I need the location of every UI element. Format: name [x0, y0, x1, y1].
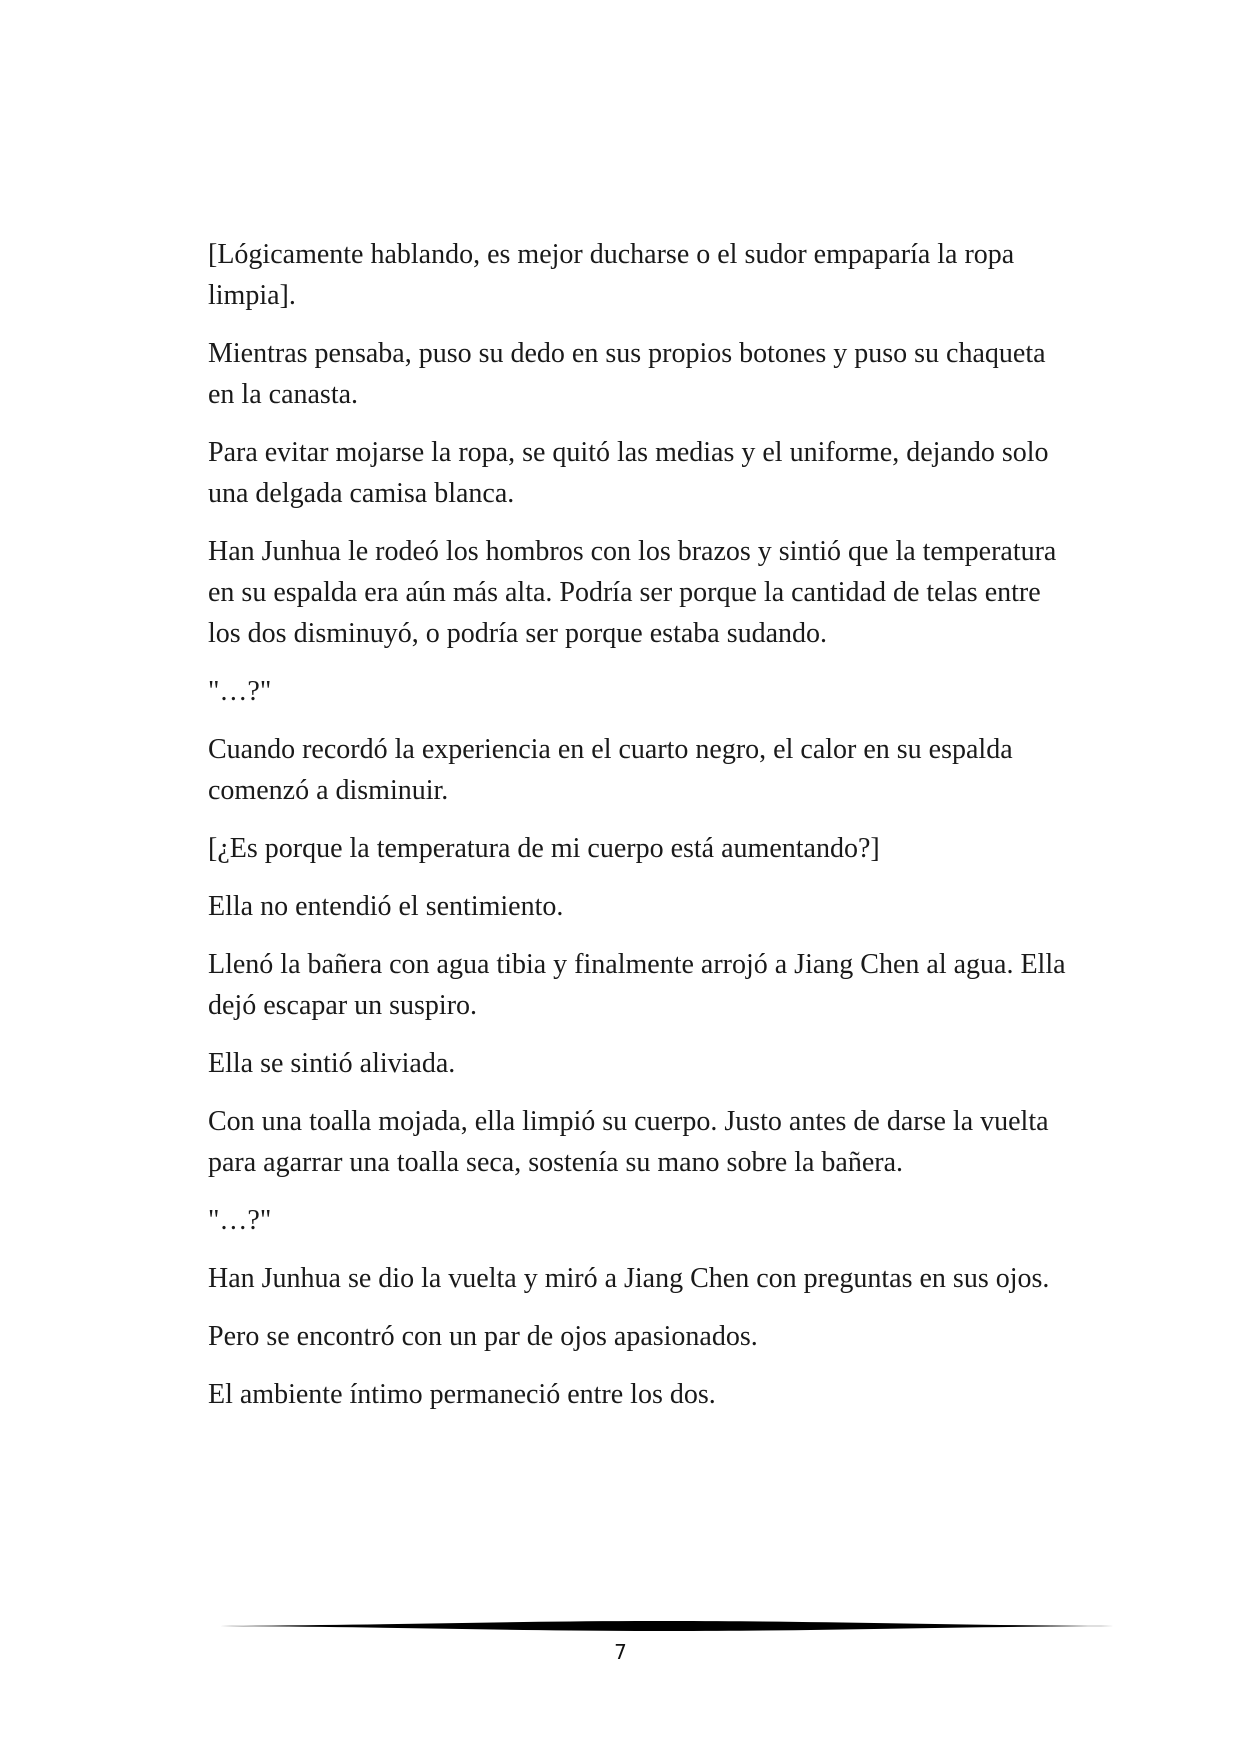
- paragraph-11: Con una toalla mojada, ella limpió su cuerpo. Justo antes de darse la vuelta para agarrar una toalla seca, sostenía su mano sobre la bañera.: [208, 1106, 1049, 1178]
- paragraph-15: El ambiente íntimo permaneció entre los dos.: [208, 1379, 716, 1410]
- paragraph-13: Han Junhua se dio la vuelta y miró a Jiang Chen con preguntas en sus ojos.: [208, 1263, 1050, 1294]
- paragraph-1: [Lógicamente hablando, es mejor ducharse o el sudor empaparía la ropa limpia].: [208, 239, 1015, 311]
- paragraph-2: Mientras pensaba, puso su dedo en sus propios botones y puso su chaqueta en la canasta.: [208, 338, 1046, 410]
- footer-divider: [208, 1620, 1114, 1632]
- paragraph-10: Ella se sintió aliviada.: [208, 1048, 456, 1079]
- paragraph-5: "…?": [208, 676, 272, 707]
- paragraph-9: Llenó la bañera con agua tibia y finalmente arrojó a Jiang Chen al agua. Ella dejó escapar un suspiro.: [208, 949, 1066, 1021]
- paragraph-8: Ella no entendió el sentimiento.: [208, 891, 564, 922]
- paragraph-4: Han Junhua le rodeó los hombros con los brazos y sintió que la temperatura en su espalda era aún más alta. Podría ser porque la cantidad de telas entre los dos disminuyó, o podría ser porque estaba sudando.: [208, 536, 1057, 649]
- paragraph-14: Pero se encontró con un par de ojos apasionados.: [208, 1321, 758, 1352]
- paragraph-3: Para evitar mojarse la ropa, se quitó las medias y el uniforme, dejando solo una delgada camisa blanca.: [208, 437, 1049, 509]
- paragraph-6: Cuando recordó la experiencia en el cuarto negro, el calor en su espalda comenzó a disminuir.: [208, 734, 1013, 806]
- paragraph-7: [¿Es porque la temperatura de mi cuerpo está aumentando?]: [208, 833, 880, 864]
- page-number: 7: [614, 1640, 627, 1664]
- body-text: [208, 234, 1078, 1432]
- paragraph-12: "…?": [208, 1205, 272, 1236]
